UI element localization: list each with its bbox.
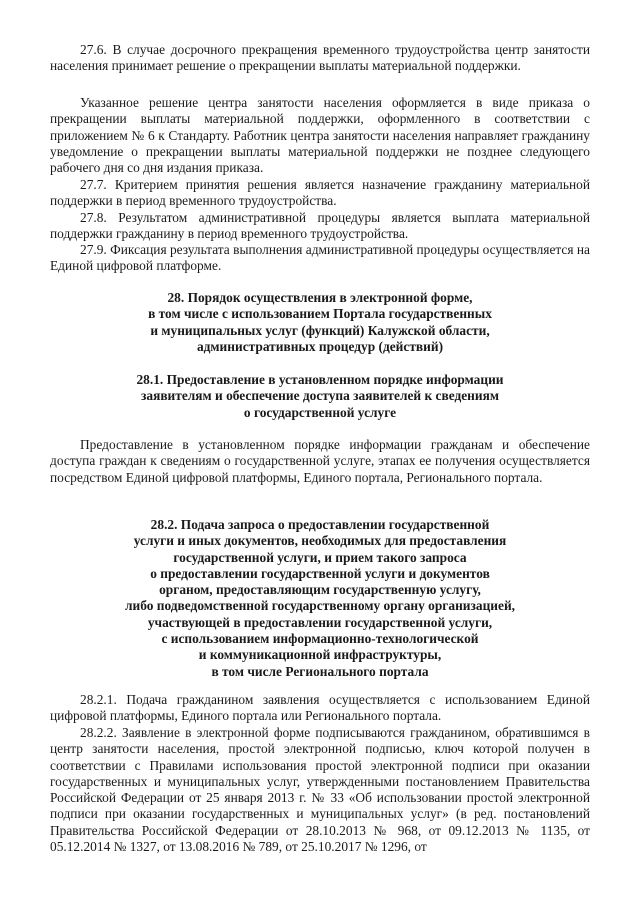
paragraph-27-7 xyxy=(50,177,590,210)
paragraph-text: 27.6. В случае досрочного прекращения временного трудоустройства центр занятости населения принимает решение о прекращении выплаты материальной поддержки. xyxy=(50,42,590,74)
paragraph-28-2-1 xyxy=(50,692,590,725)
heading-line: о государственной услуге xyxy=(243,404,397,420)
heading-line: заявителям и обеспечение доступа заявителей к сведениям xyxy=(141,388,499,404)
heading-line: административных процедур (действий) xyxy=(196,338,444,354)
heading-line: в том числе Регионального портала xyxy=(211,663,429,679)
heading-line: 28.1. Предоставление в установленном порядке информации xyxy=(136,372,504,387)
paragraph-text: 27.9. Фиксация результата выполнения административной процедуры осуществляется на Единой цифровой платформе. xyxy=(50,242,590,274)
paragraph-27-8 xyxy=(50,210,590,243)
heading-section-28-2 xyxy=(50,517,590,680)
heading-section-28-1 xyxy=(50,372,590,421)
heading-line: с использованием информационно-технологической xyxy=(161,631,479,647)
paragraph-text: 28.2.2. Заявление в электронной форме подписываются гражданином, обратившимся в центр занятости населения, простой электронной подписью, ключ которой получен в соответствии с Правилами использования простой электронной подписи при оказании государственных и муниципальных услуг, утвержденными постановлением Правительства Российской Федерации от 25 января 2013 г. № 33 «Об использовании простой электронной подписи при оказании государственных и муниципальных услуг» (в ред. постановлений Правительства Российской Федерации от 28.10.2013 № 968, от 09.12.2013 № 1135, от 05.12.2014 № 1327, от 13.08.2016 № 789, от 25.10.2017 № 1296, от xyxy=(50,725,590,855)
paragraph-text: Предоставление в установленном порядке информации гражданам и обеспечение доступа граждан к сведениям о государственной услуге, этапах ее получения осуществляется посредством Единой цифровой платформы, Единого портала, Регионального портала. xyxy=(50,437,590,485)
heading-line: о предоставлении государственной услуги и документов xyxy=(150,565,490,581)
heading-line: либо подведомственной государственному органу организацией, xyxy=(124,598,516,614)
paragraph-text: Указанное решение центра занятости населения оформляется в виде приказа о прекращении выплаты материальной поддержки, оформленного в соответствии с приложением № 6 к Стандарту. Работник центра занятости населения направляет гражданину уведомление о прекращении выплаты материальной поддержки не позднее следующего рабочего дня со дня издания приказа. xyxy=(50,95,590,176)
heading-section-28 xyxy=(50,290,590,355)
paragraph-27-9 xyxy=(50,242,590,275)
heading-line: и муниципальных услуг (функций) Калужской области, xyxy=(150,322,490,338)
paragraph-27-6-order xyxy=(50,95,590,176)
paragraph-28-1 xyxy=(50,437,590,486)
paragraph-28-2-2 xyxy=(50,725,590,855)
heading-line: органом, предоставляющим государственную услугу, xyxy=(159,582,481,598)
paragraph-text: 27.8. Результатом административной процедуры является выплата материальной поддержки гражданину в период временного трудоустройства. xyxy=(50,210,590,242)
paragraph-text: 28.2.1. Подача гражданином заявления осуществляется с использованием Единой цифровой платформы, Единого портала или Регионального портала. xyxy=(50,692,590,724)
heading-line: в том числе с использованием Портала государственных xyxy=(148,306,492,322)
heading-line: участвующей в предоставлении государственной услуги, xyxy=(147,614,493,630)
heading-line: государственной услуги, и прием такого запроса xyxy=(173,549,467,565)
heading-line: и коммуникационной инфраструктуры, xyxy=(198,647,442,663)
heading-line: услуги и иных документов, необходимых для предоставления xyxy=(133,533,507,549)
paragraph-27-6 xyxy=(50,42,590,75)
paragraph-text: 27.7. Критерием принятия решения является назначение гражданину материальной поддержки в период временного трудоустройства. xyxy=(50,177,590,209)
heading-line: 28.2. Подача запроса о предоставлении государственной xyxy=(150,517,490,532)
heading-line: 28. Порядок осуществления в электронной форме, xyxy=(167,290,473,305)
